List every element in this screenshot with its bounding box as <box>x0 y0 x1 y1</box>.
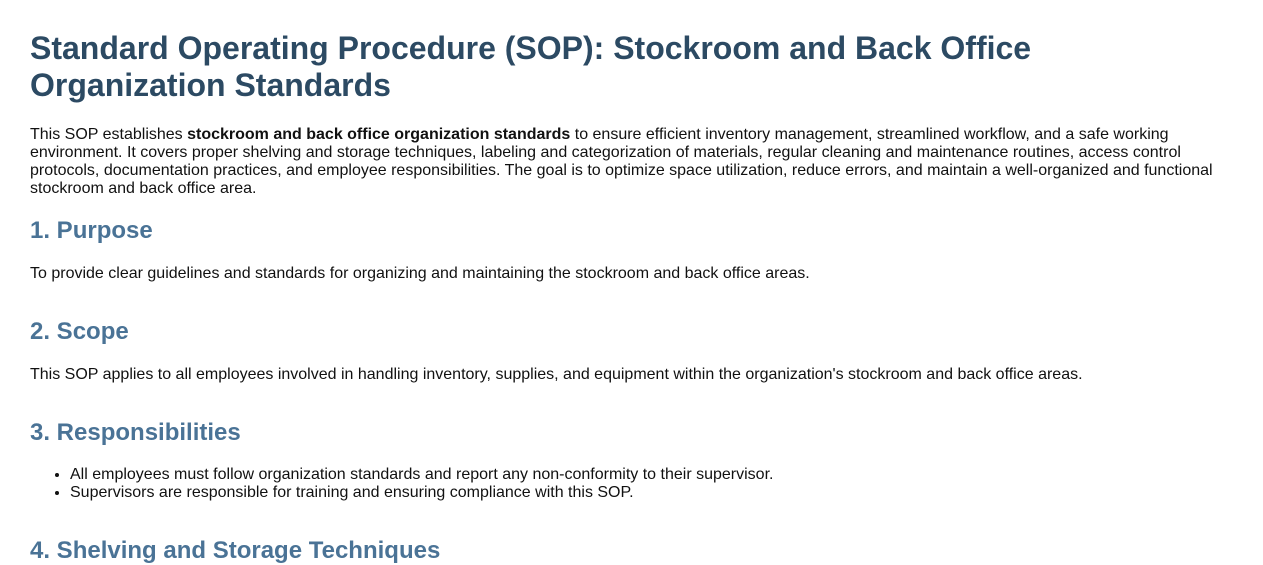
section-text-scope: This SOP applies to all employees involved in handling inventory, supplies, and equipment within the organization's stockroom and back office areas. <box>30 366 1083 383</box>
section-heading-responsibilities: 3. Responsibilities <box>30 419 241 446</box>
section-text-purpose: To provide clear guidelines and standards for organizing and maintaining the stockroom and back office areas. <box>30 265 810 282</box>
section-heading-scope: 2. Scope <box>30 318 129 345</box>
intro-text-before: This SOP establishes <box>30 126 188 143</box>
page-title: Standard Operating Procedure (SOP): Stockroom and Back Office Organization Standards <box>30 30 1032 103</box>
intro-text-bold: stockroom and back office organization standards <box>187 126 571 143</box>
list-item: • Supervisors are responsible for training and ensuring compliance with this SOP. <box>70 484 773 502</box>
intro-paragraph <box>30 126 1230 198</box>
section-heading-purpose: 1. Purpose <box>30 217 153 244</box>
section-heading-shelving: 4. Shelving and Storage Techniques <box>30 537 441 564</box>
list-item: • All employees must follow organization standards and report any non-conformity to their supervisor. <box>70 466 773 484</box>
intro-text-after: to ensure efficient inventory management, streamlined workflow, and a safe working environment. It covers proper shelving and storage techniques, labeling and categorization of materials, regular cleaning and maintenance routines, access control protocols, documentation practices, and employee responsibilities. The goal is to optimize space utilization, reduce errors, and maintain a well-organized and functional stockroom and back office area. <box>30 126 1213 197</box>
responsibilities-list <box>30 466 773 502</box>
